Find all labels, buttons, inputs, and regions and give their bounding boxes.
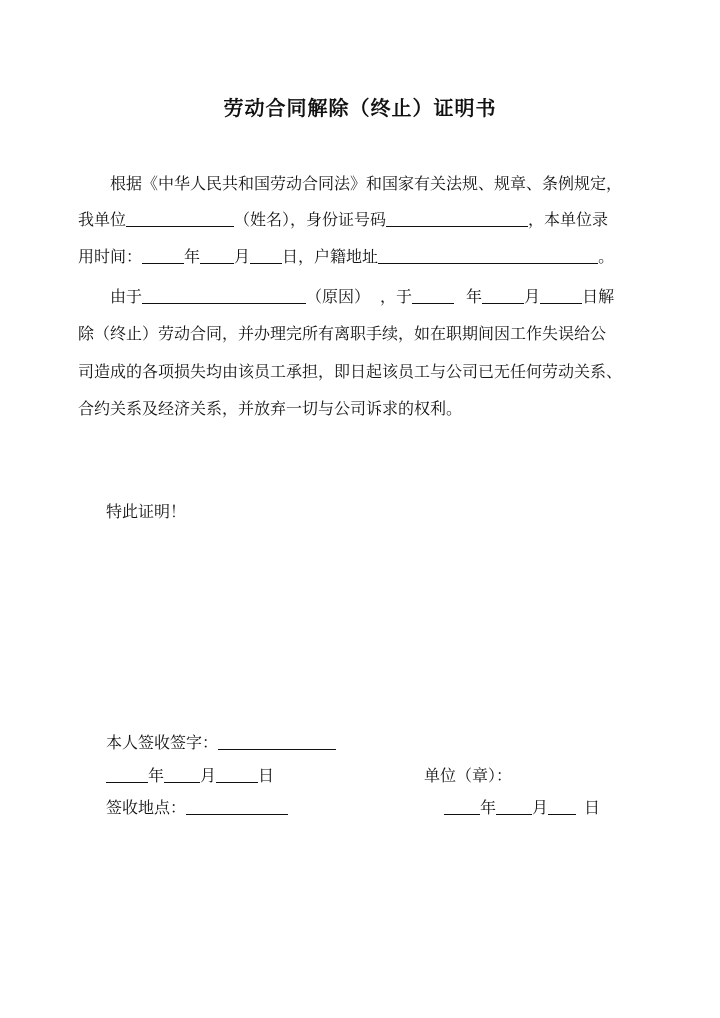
text: 月 (234, 247, 251, 266)
text: ，本单位录 (528, 210, 609, 229)
sign-year-blank (106, 766, 148, 783)
unit-stamp-label: 单位（章）： (424, 766, 513, 785)
sign-place-row (106, 798, 288, 818)
text: 由于 (110, 287, 143, 306)
place-label: 签收地点： (106, 798, 187, 817)
paragraph-line-7 (78, 399, 462, 419)
text: 年 (184, 247, 201, 266)
paragraph-line-4 (110, 287, 614, 307)
text: 合约关系及经济关系，并放弃一切与公司诉求的权利。 (78, 399, 463, 418)
unit-year-blank (444, 798, 480, 815)
text: 月 (532, 798, 549, 817)
paragraph-line-3 (78, 247, 614, 267)
sign-month-blank (164, 766, 200, 783)
name-blank (126, 210, 234, 227)
text: 司造成的各项损失均由该员工承担，即日起该员工与公司已无任何劳动关系、 (78, 362, 623, 381)
paragraph-line-6 (78, 362, 622, 382)
text: 。 (598, 247, 615, 266)
reason-blank (142, 287, 306, 304)
sign-day-blank (216, 766, 258, 783)
text: ，于 (380, 287, 413, 306)
hire-month-blank (200, 247, 234, 264)
end-day-blank (540, 287, 582, 304)
text: 我单位 (78, 210, 127, 229)
text: 用时间： (78, 247, 143, 266)
text: 年 (148, 766, 165, 785)
closing-text: 特此证明！ (106, 502, 187, 521)
text: 年 (466, 287, 483, 306)
text: 除（终止）劳动合同，并办理完所有离职手续，如在职期间因工作失误给公 (78, 324, 607, 343)
text: 年 (480, 798, 497, 817)
text: （姓名），身份证号码 (234, 210, 387, 229)
hire-day-blank (250, 247, 282, 264)
unit-date-row (444, 798, 600, 818)
text: 日 (584, 798, 601, 817)
paragraph-line-1 (110, 174, 622, 194)
address-blank (378, 247, 598, 264)
paragraph-line-2 (78, 210, 608, 230)
paragraph-line-5 (78, 324, 606, 344)
text: 日解 (582, 287, 615, 306)
end-year-blank (412, 287, 454, 304)
id-number-blank (386, 210, 528, 227)
hire-year-blank (142, 247, 184, 264)
sign-date-row (106, 766, 274, 786)
text: （原因） (306, 287, 371, 306)
text: 日 (258, 766, 275, 785)
text: 日，户籍地址 (282, 247, 379, 266)
text: 根据《中华人民共和国劳动合同法》和国家有关法规、规章、条例规定， (110, 174, 623, 193)
document-title: 劳动合同解除（终止）证明书 (223, 96, 497, 120)
unit-day-blank (548, 798, 576, 815)
signature-row (106, 733, 336, 753)
place-blank (186, 798, 288, 815)
sign-label: 本人签收签字： (106, 733, 219, 752)
end-month-blank (482, 287, 524, 304)
unit-month-blank (496, 798, 532, 815)
text: 月 (200, 766, 217, 785)
text: 月 (524, 287, 541, 306)
signature-blank (218, 733, 336, 750)
